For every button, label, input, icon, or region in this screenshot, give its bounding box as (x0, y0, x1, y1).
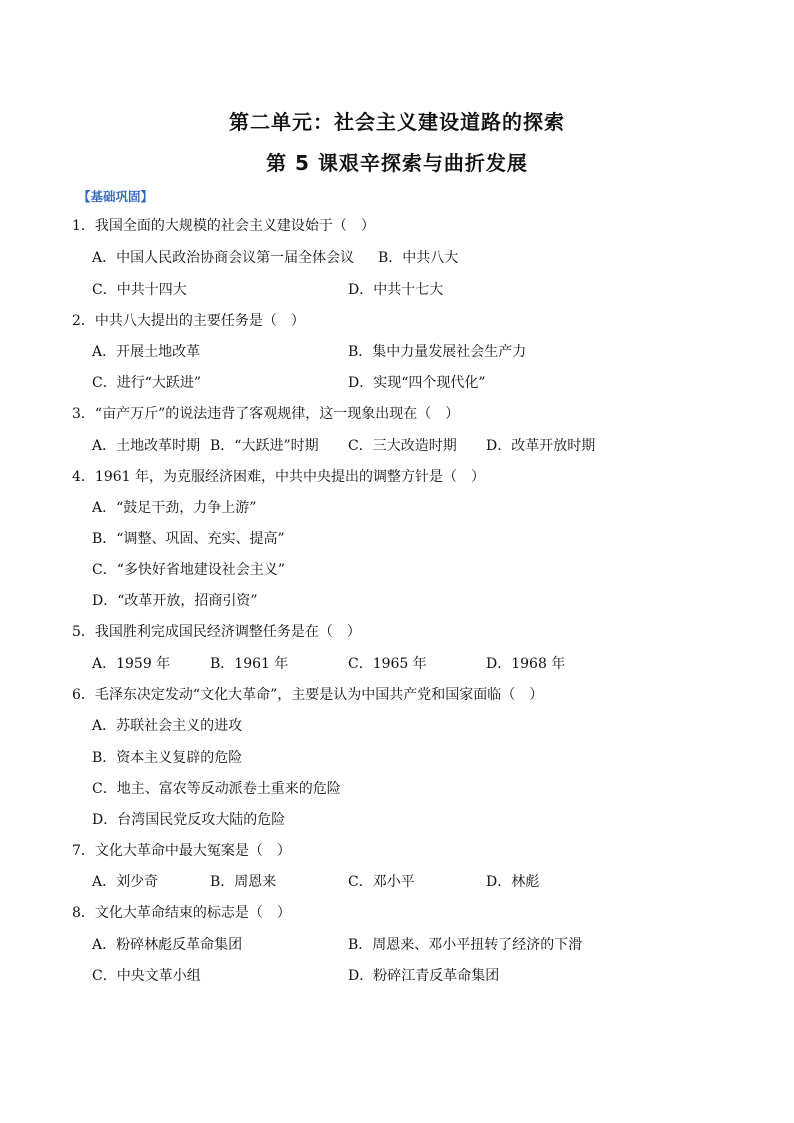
main-title: 第二单元：社会主义建设道路的探索 (229, 110, 565, 134)
q6-option-d: D．台湾国民党反攻大陆的危险 (92, 812, 286, 828)
q2-option-b: B．集中力量发展社会生产力 (348, 344, 527, 360)
q2-option-d: D．实现“四个现代化” (348, 375, 486, 391)
q1-option-c: C．中共十四大 (92, 282, 187, 298)
q2-option-c: C．进行“大跃进” (92, 375, 202, 391)
q5-option-c: C．1965 年 (348, 656, 427, 672)
question-7: 7．文化大革命中最大冤案是（ ） (72, 843, 291, 859)
q3-option-a: A．土地改革时期 (92, 438, 201, 454)
question-1: 1．我国全面的大规模的社会主义建设始于（ ） (72, 218, 375, 234)
q8-option-b: B．周恩来、邓小平扭转了经济的下滑 (348, 937, 583, 953)
question-5: 5．我国胜利完成国民经济调整任务是在（ ） (72, 624, 361, 640)
q3-option-c: C．三大改造时期 (348, 438, 457, 454)
q2-option-a: A．开展土地改革 (92, 344, 201, 360)
q7-option-b: B．周恩来 (210, 874, 277, 890)
q3-option-b: B．“大跃进”时期 (210, 438, 319, 454)
q4-option-b: B．“调整、巩固、充实、提高” (92, 531, 285, 547)
q4-option-d: D．“改革开放，招商引资” (92, 593, 258, 609)
q4-option-a: A．“鼓足干劲，力争上游” (92, 500, 257, 516)
question-6: 6．毛泽东决定发动“文化大革命”，主要是认为中国共产党和国家面临（ ） (72, 687, 544, 703)
q7-option-c: C．邓小平 (348, 874, 415, 890)
q8-option-a: A．粉碎林彪反革命集团 (92, 937, 243, 953)
q1-option-a: A．中国人民政治协商会议第一届全体会议 (92, 250, 355, 266)
q1-option-b: B．中共八大 (378, 250, 459, 266)
q8-option-d: D．粉碎江青反革命集团 (348, 968, 500, 984)
section-label: 【基础巩固】 (78, 189, 154, 204)
q6-option-c: C．地主、富农等反动派卷土重来的危险 (92, 781, 341, 797)
q1-option-d: D．中共十七大 (348, 282, 444, 298)
q5-option-a: A．1959 年 (92, 656, 171, 672)
q7-option-a: A．刘少奇 (92, 874, 159, 890)
question-4: 4．1961 年，为克服经济困难，中共中央提出的调整方针是（ ） (72, 469, 485, 485)
q6-option-a: A．苏联社会主义的进攻 (92, 718, 243, 734)
question-3: 3．“亩产万斤”的说法违背了客观规律，这一现象出现在（ ） (72, 406, 460, 422)
q3-option-d: D．改革开放时期 (486, 438, 596, 454)
question-8: 8．文化大革命结束的标志是（ ） (72, 905, 291, 921)
question-2: 2．中共八大提出的主要任务是（ ） (72, 313, 305, 329)
q5-option-d: D．1968 年 (486, 656, 566, 672)
lesson-title: 第 5 课艰辛探索与曲折发展 (266, 151, 528, 175)
q8-option-c: C．中央文革小组 (92, 968, 201, 984)
q6-option-b: B．资本主义复辟的危险 (92, 750, 243, 766)
q7-option-d: D．林彪 (486, 874, 540, 890)
q4-option-c: C．“多快好省地建设社会主义” (92, 562, 286, 578)
q5-option-b: B．1961 年 (210, 656, 289, 672)
